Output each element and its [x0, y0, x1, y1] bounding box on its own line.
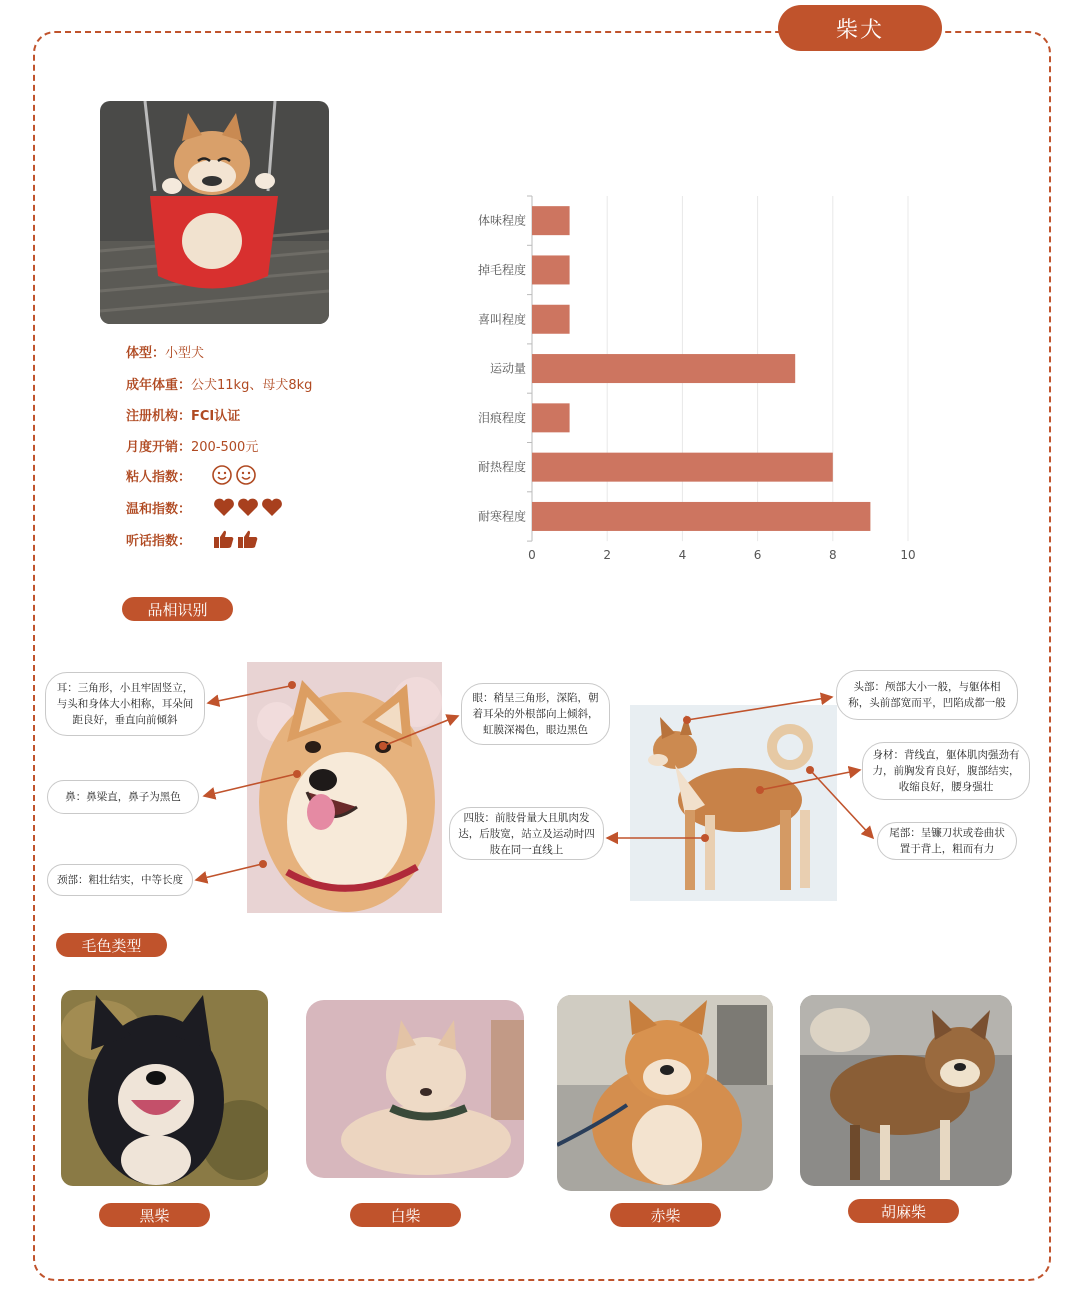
section-coat: 毛色类型: [56, 933, 167, 957]
info-value: 200-500元: [191, 440, 259, 455]
annotation-body: 身材：背线直，躯体肌肉强劲有力，前胸发育良好，腹部结实，收缩良好，腰身强壮: [862, 742, 1030, 800]
chart-category-label: 体味程度: [477, 213, 526, 228]
chart-tick-label: 6: [753, 548, 762, 563]
coat-photo-sesame: [800, 995, 1012, 1186]
annotation-ear: 耳：三角形，小且牢固竖立，与头和身体大小相称，耳朵间距良好，垂直向前倾斜: [45, 672, 205, 736]
info-label: 成年体重：: [126, 378, 192, 393]
info-label: 粘人指数：: [126, 469, 192, 485]
coat-label-red: 赤柴: [610, 1203, 721, 1227]
info-label: 听话指数：: [126, 533, 192, 549]
chart-tick-label: 0: [528, 548, 536, 563]
annotation-eye: 眼：稍呈三角形，深陷，朝着耳朵的外根部向上倾斜，虹膜深褐色，眼边黑色: [461, 683, 610, 745]
page-title: 柴犬: [778, 5, 942, 51]
info-label: 温和指数：: [126, 501, 192, 517]
chart-category-label: 掉毛程度: [477, 262, 526, 277]
info-label: 月度开销：: [126, 440, 192, 455]
chart-category-label: 耐热程度: [477, 460, 526, 475]
chart-tick-label: 4: [678, 548, 687, 563]
annotation-neck: 颈部：粗壮结实，中等长度: [47, 864, 193, 896]
coat-label-black: 黑柴: [99, 1203, 210, 1227]
coat-photo-black: [61, 990, 268, 1186]
section-appearance: 品相识别: [122, 597, 233, 621]
info-value: 公犬11kg、母犬8kg: [191, 378, 313, 393]
annotation-nose: 鼻：鼻梁直，鼻子为黑色: [47, 780, 199, 814]
info-label: 体型：: [126, 346, 166, 361]
annotation-limbs: 四肢：前肢骨量大且肌肉发达，后肢宽，站立及运动时四肢在同一直线上: [449, 807, 604, 860]
chart-tick-label: 10: [900, 548, 916, 563]
annotation-head: 头部：颅部大小一般，与躯体相称，头前部宽而平，凹陷成都一般: [836, 670, 1018, 720]
chart-category-label: 耐寒程度: [477, 509, 526, 524]
info-value: 小型犬: [165, 346, 205, 361]
coat-label-white: 白柴: [350, 1203, 461, 1227]
chart-category-label: 泪痕程度: [477, 410, 526, 425]
coat-label-sesame: 胡麻柴: [848, 1199, 959, 1223]
chart-tick-label: 2: [603, 548, 612, 563]
coat-photo-white: [306, 1000, 524, 1178]
chart-category-label: 运动量: [489, 361, 526, 376]
info-value: FCI认证: [191, 409, 241, 424]
chart-tick-label: 8: [828, 548, 837, 563]
info-label: 注册机构：: [126, 409, 192, 424]
coat-photo-red: [557, 995, 773, 1191]
annotation-tail: 尾部：呈镰刀状或卷曲状置于背上，粗而有力: [877, 822, 1017, 860]
chart-category-label: 喜叫程度: [477, 312, 526, 327]
